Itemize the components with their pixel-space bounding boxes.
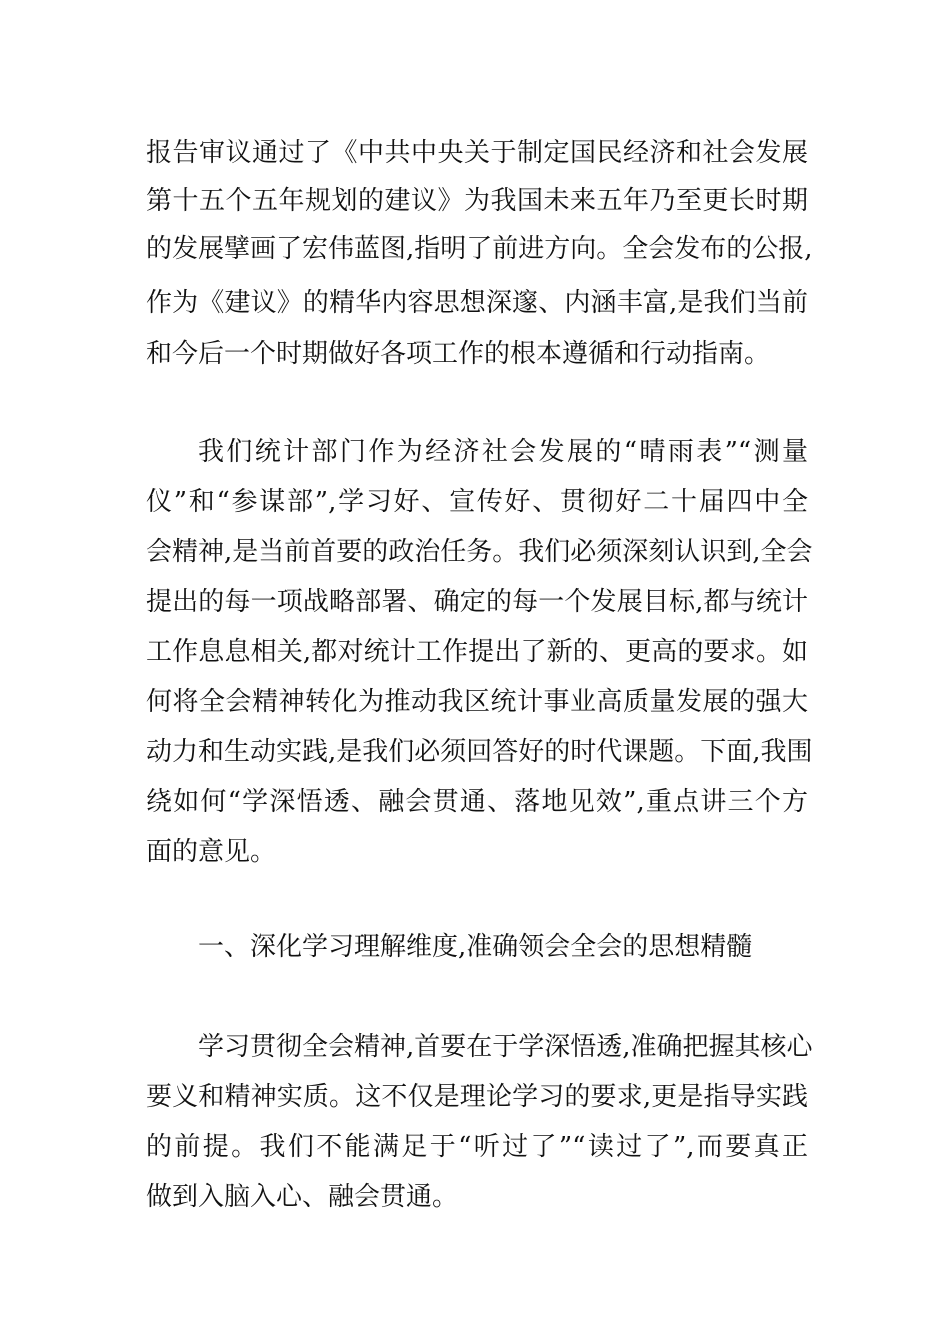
- section-heading-1: 一、深化学习理解维度,准确领会全会的思想精髓: [198, 932, 753, 962]
- paragraph-3-line-2: 要义和精神实质。这不仅是理论学习的要求,更是指导实践: [146, 1082, 808, 1112]
- paragraph-1-line-2: 第十五个五年规划的建议》为我国未来五年乃至更长时期: [146, 186, 808, 216]
- paragraph-3-line-4: 做到入脑入心、融会贯通。: [146, 1182, 459, 1212]
- paragraph-2-line-7: 动力和生动实践,是我们必须回答好的时代课题。下面,我围: [146, 737, 813, 767]
- paragraph-2-line-8: 绕如何“学深悟透、融会贯通、落地见效”,重点讲三个方: [146, 787, 808, 817]
- paragraph-2-line-5: 工作息息相关,都对统计工作提出了新的、更高的要求。如: [146, 637, 808, 667]
- paragraph-1-line-5: 和今后一个时期做好各项工作的根本遵循和行动指南。: [146, 339, 771, 369]
- paragraph-2-line-4: 提出的每一项战略部署、确定的每一个发展目标,都与统计: [146, 587, 808, 617]
- paragraph-1-line-1: 报告审议通过了《中共中央关于制定国民经济和社会发展: [146, 138, 808, 168]
- paragraph-2-line-9: 面的意见。: [146, 837, 277, 867]
- paragraph-3-line-3: 的前提。我们不能满足于“听过了”“读过了”,而要真正: [146, 1132, 808, 1162]
- paragraph-2-line-3: 会精神,是当前首要的政治任务。我们必须深刻认识到,全会: [146, 537, 813, 567]
- paragraph-1-line-3: 的发展擘画了宏伟蓝图,指明了前进方向。全会发布的公报,: [146, 234, 813, 264]
- paragraph-3-line-1: 学习贯彻全会精神,首要在于学深悟透,准确把握其核心: [198, 1032, 813, 1062]
- paragraph-2-line-2: 仪”和“参谋部”,学习好、宣传好、贯彻好二十届四中全: [146, 487, 808, 517]
- paragraph-2-line-1: 我们统计部门作为经济社会发展的“晴雨表”“测量: [198, 437, 808, 467]
- paragraph-2-line-6: 何将全会精神转化为推动我区统计事业高质量发展的强大: [146, 687, 808, 717]
- paragraph-1-line-4: 作为《建议》的精华内容思想深邃、内涵丰富,是我们当前: [146, 288, 808, 318]
